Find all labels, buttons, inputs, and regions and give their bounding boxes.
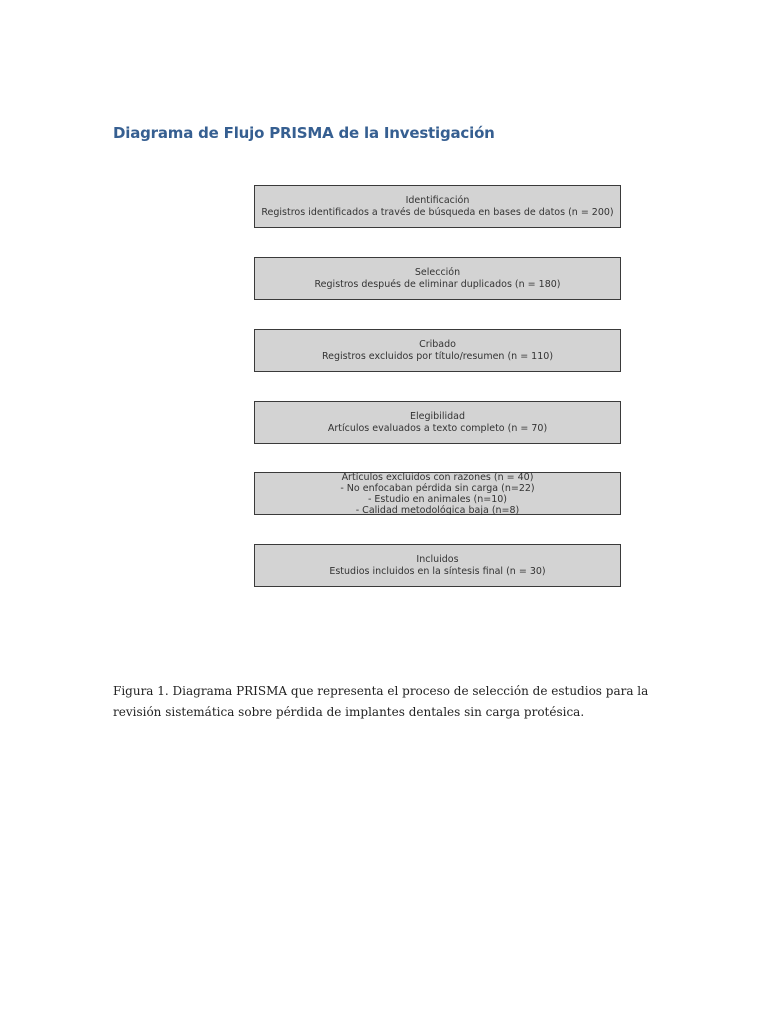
prisma-flow-diagram: [113, 180, 753, 600]
flow-box-text: - Estudio en animales (n=10): [367, 493, 508, 505]
page-title: Diagrama de Flujo PRISMA de la Investigación: [113, 124, 495, 142]
flow-box-identification: [254, 185, 621, 228]
flow-box-heading: Artículos excluidos con razones (n = 40): [341, 472, 534, 483]
flow-box-screening: [254, 329, 621, 372]
figure-caption: Figura 1. Diagrama PRISMA que representa el proceso de selección de estudios para la revisión sistemática sobre pérdida de implantes dentales sin carga protésica.: [113, 684, 649, 719]
flow-box-text: Registros identificados a través de búsqueda en bases de datos (n = 200): [261, 206, 614, 218]
flow-box-text: Artículos evaluados a texto completo (n = 70): [327, 422, 548, 434]
flow-box-text: - Calidad metodológica baja (n=8): [355, 504, 520, 515]
flow-box-text: - No enfocaban pérdida sin carga (n=22): [340, 482, 535, 494]
flow-box-text: Registros después de eliminar duplicados (n = 180): [314, 278, 561, 290]
flow-box-selection: [254, 257, 621, 300]
flow-box-text: Estudios incluidos en la síntesis final (n = 30): [329, 565, 546, 577]
flow-box-heading: Incluidos: [416, 554, 459, 565]
flow-box-heading: Selección: [414, 267, 461, 278]
flow-box-excluded: [254, 472, 621, 515]
flow-box-heading: Cribado: [419, 339, 456, 350]
flow-box-heading: Elegibilidad: [410, 411, 465, 422]
flow-box-eligibility: [254, 401, 621, 444]
flow-box-text: Registros excluidos por título/resumen (n = 110): [321, 350, 554, 362]
flow-box-heading: Identificación: [405, 195, 470, 206]
flow-box-included: [254, 544, 621, 587]
